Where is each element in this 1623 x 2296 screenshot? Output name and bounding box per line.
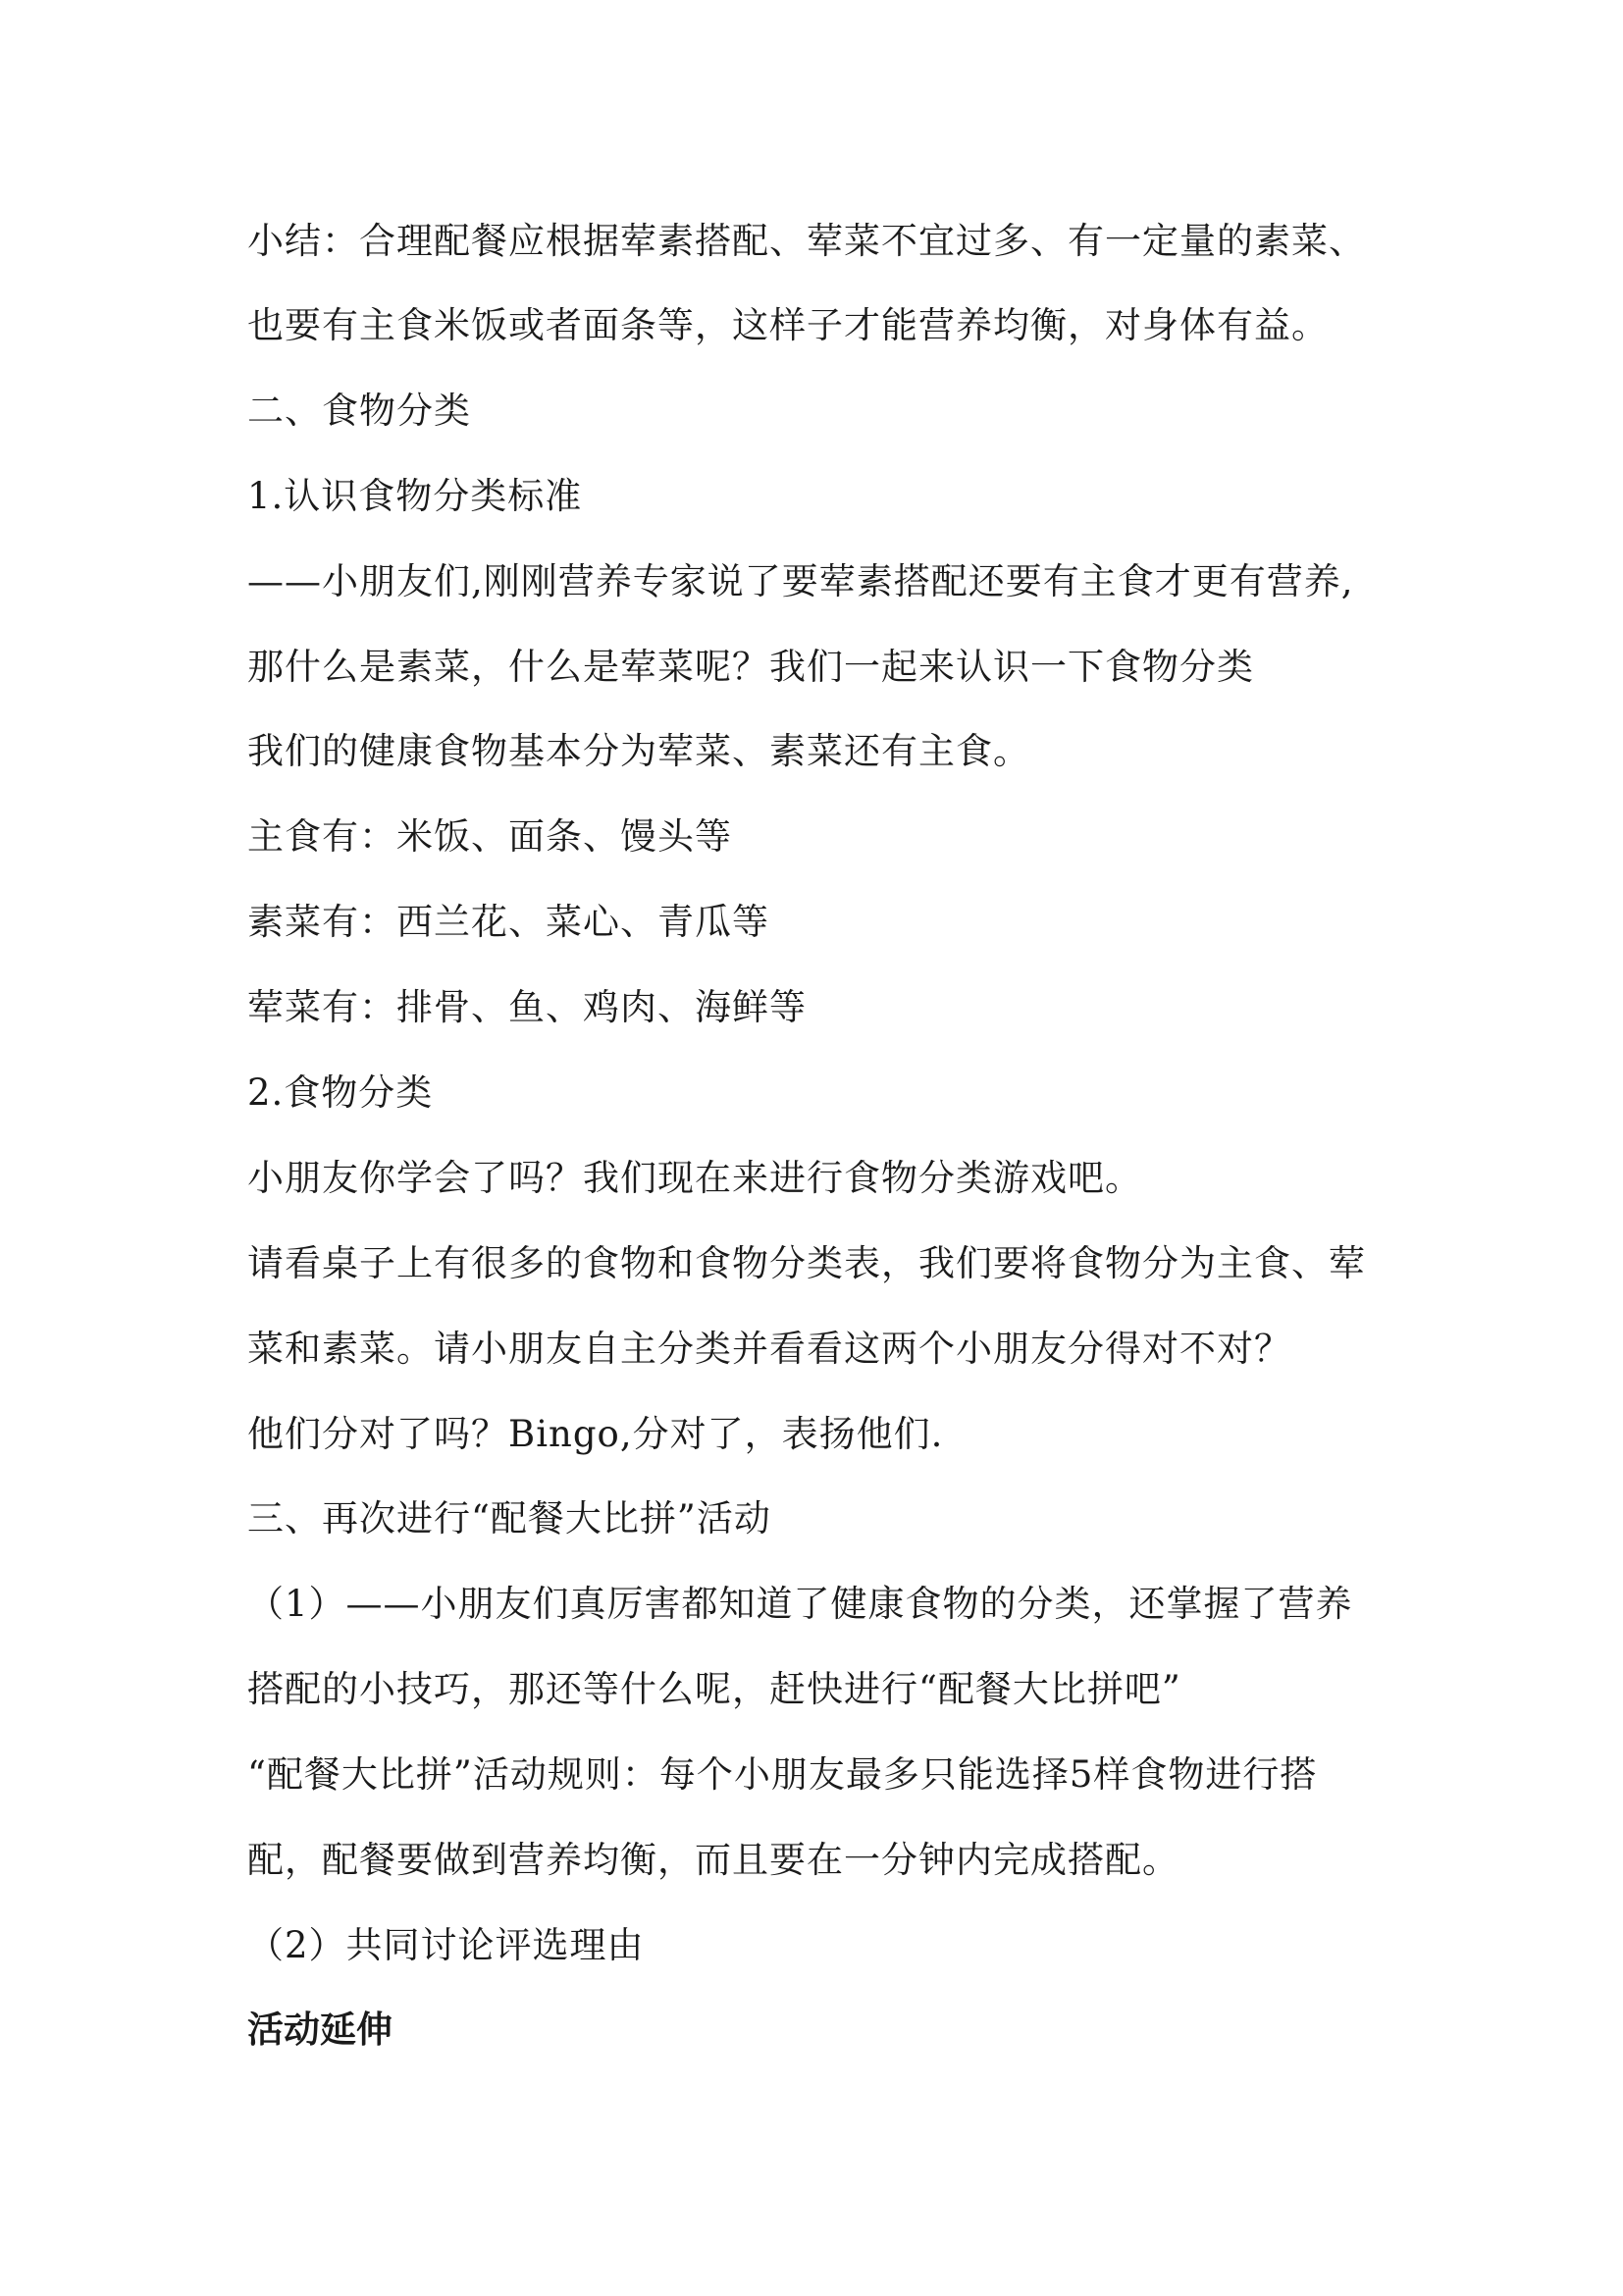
discussion-item: （2）共同讨论评选理由 [247, 1924, 645, 1966]
paragraph-line: 菜和素菜。请小朋友自主分类并看看这两个小朋友分得对不对？ [247, 1328, 1291, 1370]
paragraph-line: 我们的健康食物基本分为荤菜、素菜还有主食。 [247, 730, 1030, 772]
summary-line-1: 小结：合理配餐应根据荤素搭配、荤菜不宜过多、有一定量的素菜、 [247, 220, 1366, 262]
paragraph-line: 那什么是素菜，什么是荤菜呢？我们一起来认识一下食物分类 [247, 646, 1254, 688]
vegetable-dish-list: 素菜有：西兰花、菜心、青瓜等 [247, 901, 769, 943]
staple-food-list: 主食有：米饭、面条、馒头等 [247, 815, 732, 858]
subheading-classification-standard: 1.认识食物分类标准 [247, 475, 583, 517]
contest-rules-line-2: 配，配餐要做到营养均衡，而且要在一分钟内完成搭配。 [247, 1839, 1179, 1881]
contest-rules-line-1: “配餐大比拼”活动规则：每个小朋友最多只能选择5样食物进行搭 [247, 1753, 1318, 1796]
section-heading-food-classification: 二、食物分类 [247, 390, 471, 432]
paragraph-line: 小朋友你学会了吗？我们现在来进行食物分类游戏吧。 [247, 1157, 1142, 1199]
section-heading-meal-contest: 三、再次进行“配餐大比拼”活动 [247, 1497, 771, 1539]
paragraph-line: 他们分对了吗？Bingo,分对了，表扬他们. [247, 1413, 944, 1455]
section-heading-activity-extension: 活动延伸 [247, 2009, 393, 2051]
meat-dish-list: 荤菜有：排骨、鱼、鸡肉、海鲜等 [247, 986, 807, 1028]
paragraph-line: 搭配的小技巧，那还等什么呢，赶快进行“配餐大比拼吧” [247, 1668, 1181, 1710]
summary-line-2: 也要有主食米饭或者面条等，这样子才能营养均衡，对身体有益。 [247, 304, 1329, 346]
subheading-food-classification: 2.食物分类 [247, 1071, 434, 1114]
paragraph-line: ——小朋友们,刚刚营养专家说了要荤素搭配还要有主食才更有营养, [247, 560, 1354, 602]
paragraph-line: （1）——小朋友们真厉害都知道了健康食物的分类，还掌握了营养 [247, 1583, 1353, 1625]
paragraph-line: 请看桌子上有很多的食物和食物分类表，我们要将食物分为主食、荤 [247, 1242, 1366, 1284]
